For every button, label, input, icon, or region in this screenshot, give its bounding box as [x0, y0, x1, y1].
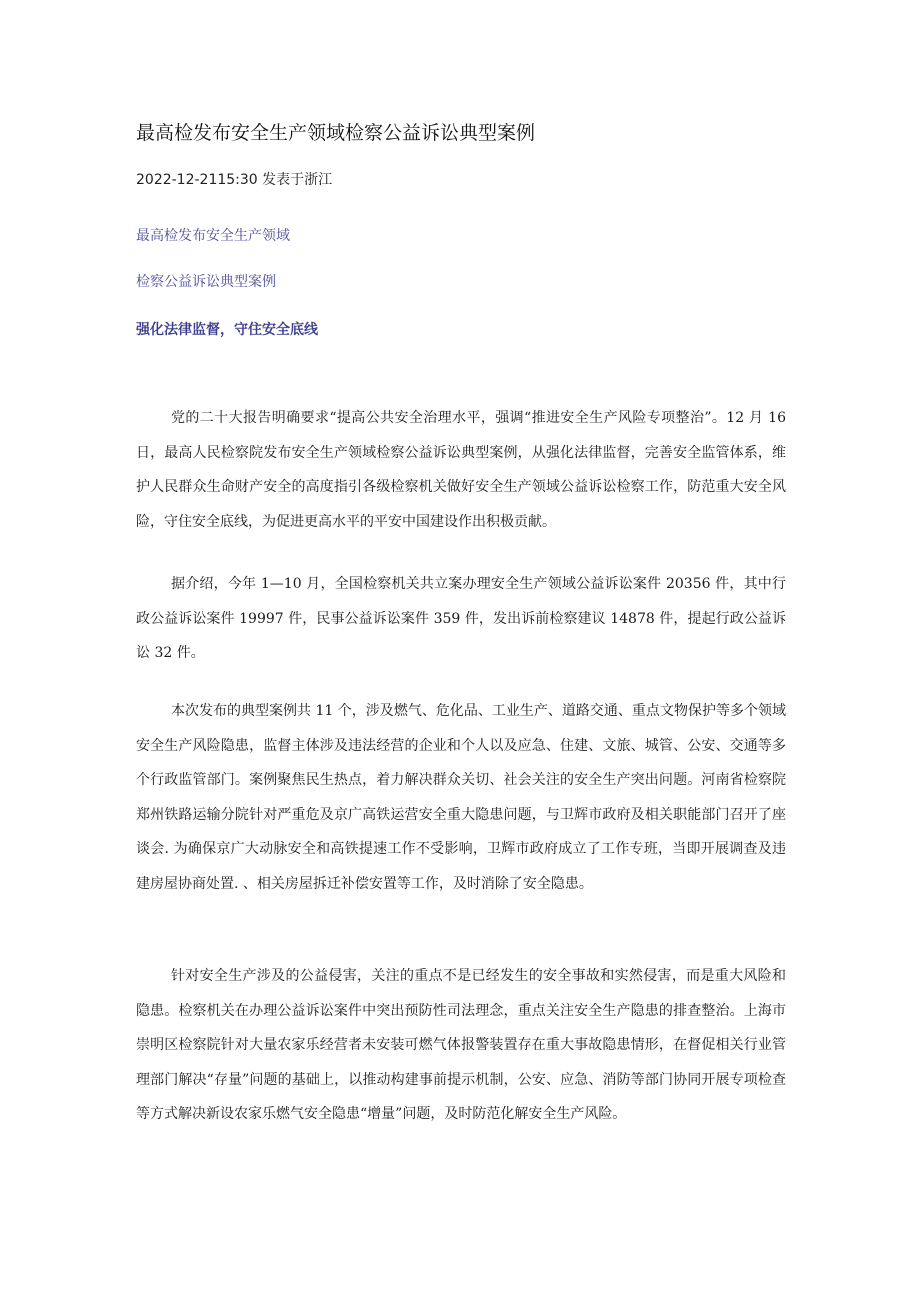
paragraph-prevention: 针对安全生产涉及的公益侵害，关注的重点不是已经发生的安全事故和实然侵害，而是重大风险和隐患。检察机关在办理公益诉讼案件中突出预防性司法理念，重点关注安全生产隐患的排查整治。上海市崇明区检察院针对大量农家乐经营者未安装可燃气体报警装置存在重大事故隐患情形，在督促相关行业管理部门解决“存量”问题的基础上，以推动构建事前提示机制，公安、应急、消防等部门协同开展专项检查等方式解决新设农家乐燃气安全隐患“增量”问题，及时防范化解安全生产风险。 [136, 968, 786, 1122]
subtitle-line-2: 检察公益诉讼典型案例 [136, 274, 276, 290]
paragraph-intro: 党的二十大报告明确要求“提高公共安全治理水平，强调“推进安全生产风险专项整治”。12 月 16 日，最高人民检察院发布安全生产领域检察公益诉讼典型案例，从强化法律监督，完善安全监管体系，维护人民群众生命财产安全的高度指引各级检察机关做好安全生产领域公益诉讼检察工作，防范重大安全风险，守住安全底线，为促进更高水平的平安中国建设作出积极贡献。 [136, 410, 786, 530]
paragraph-cases: 本次发布的典型案例共 11 个，涉及燃气、危化品、工业生产、道路交通、重点文物保护等多个领域安全生产风险隐患，监督主体涉及违法经营的企业和个人以及应急、住建、文旅、城管、公安、交通等多个行政监管部门。案例聚焦民生热点，着力解决群众关切、社会关注的安全生产突出问题。河南省检察院郑州铁路运输分院针对严重危及京广高铁运营安全重大隐患问题，与卫辉市政府及相关职能部门召开了座谈会. 为确保京广大动脉安全和高铁提速工作不受影响，卫辉市政府成立了工作专班，当即开展调查及违建房屋协商处置. 、相关房屋拆迁补偿安置等工作，及时消除了安全隐患。 [136, 703, 786, 892]
article-title: 最高检发布安全生产领域检察公益诉讼典型案例 [136, 122, 536, 144]
publish-meta: 2022-12-2115:30 发表于浙江 [136, 172, 333, 188]
subtitle-slogan: 强化法律监督，守住安全底线 [136, 322, 318, 338]
paragraph-statistics: 据介绍，今年 1—10 月，全国检察机关共立案办理安全生产领域公益诉讼案件 20356 件，其中行政公益诉讼案件 19997 件，民事公益诉讼案件 359 件，发出诉前检察建议 14878 件，提起行政公益诉讼 32 件。 [136, 576, 786, 661]
subtitle-line-1: 最高检发布安全生产领域 [136, 228, 290, 244]
